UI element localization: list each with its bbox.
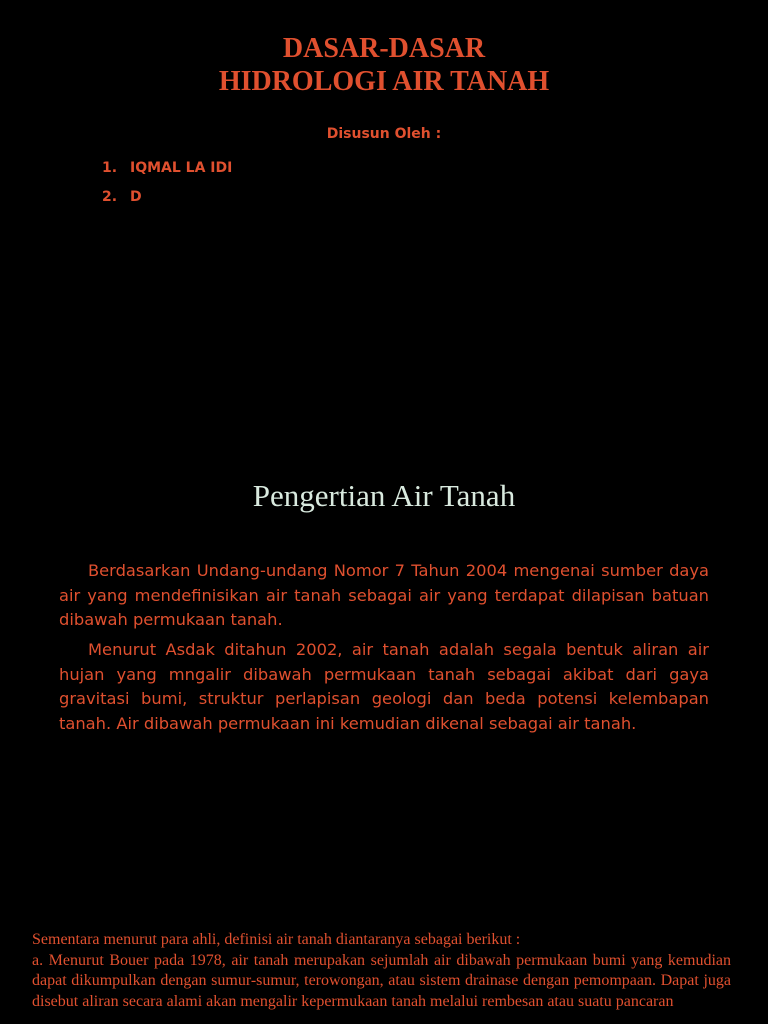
title-line-2: HIDROLOGI AIR TANAH (218, 66, 550, 97)
paragraph-1: Berdasarkan Undang-undang Nomor 7 Tahun 2004 mengenai sumber daya air yang mendefinisikan air tanah sebagai air yang terdapat dilapisan batuan dibawah permukaan tanah. (59, 561, 709, 629)
author-label: Disusun Oleh : (326, 126, 442, 142)
author-name: IQMAL LA IDI (130, 160, 233, 176)
author-list (102, 154, 232, 212)
list-item (102, 154, 232, 183)
bottom-text-line-1: Sementara menurut para ahli, definisi air tanah diantaranya sebagai berikut : (32, 931, 521, 948)
list-item (102, 183, 232, 212)
title-line-1: DASAR-DASAR (282, 33, 486, 64)
document-title (0, 32, 768, 98)
section-title: Pengertian Air Tanah (252, 478, 516, 513)
list-number: 2. (102, 189, 118, 205)
author-name: D (130, 189, 142, 205)
bottom-text-line-2: a. Menurut Bouer pada 1978, air tanah merupakan sejumlah air dibawah permukaan bumi yang kemudian dapat dikumpulkan dengan sumur-sumur, terowongan, atau sistem drainase dengan pemompaan. Dapat juga disebut aliran secara alami akan mengalir kepermukaan tanah melalui rembesan atau suatu pancaran (32, 951, 731, 1010)
list-number: 1. (102, 160, 118, 176)
bottom-text (32, 930, 731, 1012)
paragraph-2: Menurut Asdak ditahun 2002, air tanah adalah segala bentuk aliran air hujan yang mngalir dibawah permukaan tanah sebagai akibat dari gaya gravitasi bumi, struktur perlapisan geologi dan beda potensi kelembapan tanah. Air dibawah permukaan ini kemudian dikenal sebagai air tanah. (59, 640, 709, 733)
